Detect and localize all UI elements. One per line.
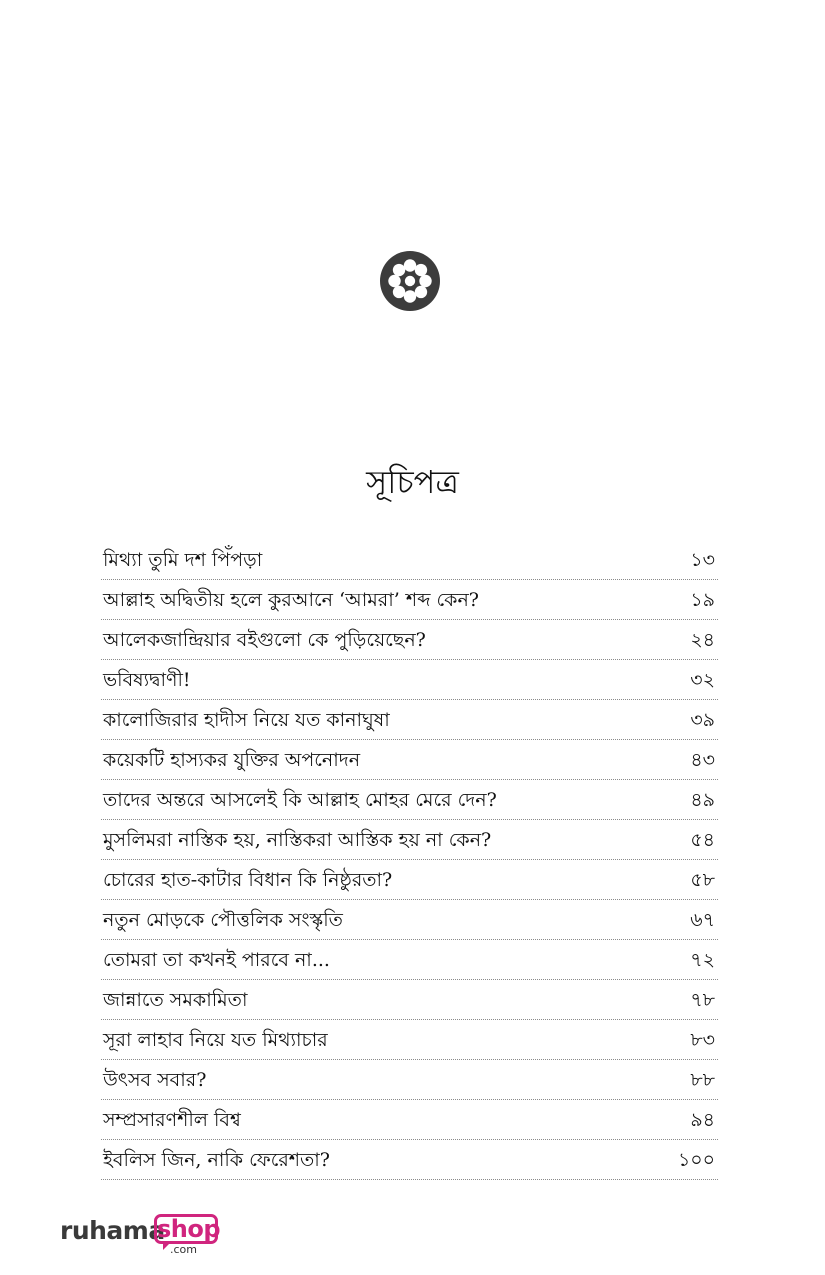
- toc-entry-title: তাদের অন্তরে আসলেই কি আল্লাহ মোহর মেরে দেন?: [103, 789, 497, 811]
- toc-entry: [101, 740, 718, 780]
- toc-entry-page-number: ৫৮: [690, 869, 715, 891]
- toc-entry: [101, 700, 718, 740]
- toc-entry-page-number: ৭২: [690, 949, 715, 971]
- toc-entry-page-number: ৮৩: [690, 1029, 715, 1051]
- toc-entry: [101, 1060, 718, 1100]
- toc-entry-title: সম্প্রসারণশীল বিশ্ব: [103, 1109, 241, 1131]
- toc-entry-page-number: ৮৮: [690, 1069, 715, 1091]
- toc-entry-title: কালোজিরার হাদীস নিয়ে যত কানাঘুষা: [103, 709, 390, 731]
- table-of-contents: [101, 540, 718, 1180]
- toc-entry-title: ভবিষ্যদ্বাণী!: [103, 669, 191, 691]
- toc-entry-page-number: ১০০: [677, 1149, 715, 1171]
- toc-entry-page-number: ৬৭: [690, 909, 715, 931]
- toc-entry-page-number: ৯৪: [690, 1109, 715, 1131]
- toc-entry-title: উৎসব সবার?: [103, 1069, 207, 1091]
- logo-text-domain: .com: [170, 1243, 197, 1256]
- toc-entry-page-number: ১৯: [690, 589, 715, 611]
- toc-entry-page-number: ৪৩: [690, 749, 715, 771]
- toc-entry: [101, 900, 718, 940]
- toc-entry-title: জান্নাতে সমকামিতা: [103, 989, 248, 1011]
- toc-entry-page-number: ৫৪: [690, 829, 715, 851]
- toc-entry: [101, 660, 718, 700]
- toc-entry: [101, 1100, 718, 1140]
- toc-entry: [101, 780, 718, 820]
- toc-entry: [101, 580, 718, 620]
- toc-entry: [101, 820, 718, 860]
- toc-entry-page-number: ৪৯: [690, 789, 715, 811]
- logo-text-shop: shop: [157, 1215, 221, 1243]
- toc-entry-title: সূরা লাহাব নিয়ে যত মিথ্যাচার: [103, 1029, 328, 1051]
- toc-entry-title: মিথ্যা তুমি দশ পিঁপড়া: [103, 549, 263, 571]
- toc-entry: [101, 940, 718, 980]
- toc-entry-title: মুসলিমরা নাস্তিক হয়, নাস্তিকরা আস্তিক হয় না কেন?: [103, 829, 492, 851]
- toc-entry-title: তোমরা তা কখনই পারবে না...: [103, 949, 330, 971]
- toc-entry-title: কয়েকটি হাস্যকর যুক্তির অপনোদন: [103, 749, 361, 771]
- toc-entry-title: নতুন মোড়কে পৌত্তলিক সংস্কৃতি: [103, 909, 343, 931]
- logo-text-ruhama: ruhama: [60, 1216, 165, 1245]
- toc-entry: [101, 980, 718, 1020]
- flower-ornament-icon: [379, 250, 441, 312]
- page-title: সূচিপত্র: [366, 463, 459, 501]
- toc-entry-page-number: ৭৮: [690, 989, 715, 1011]
- toc-entry: [101, 620, 718, 660]
- toc-entry-page-number: ৩২: [690, 669, 715, 691]
- toc-entry-page-number: ৩৯: [690, 709, 715, 731]
- toc-entry-page-number: ১৩: [690, 549, 715, 571]
- toc-entry-page-number: ২৪: [690, 629, 715, 651]
- toc-entry-title: আলেকজান্দ্রিয়ার বইগুলো কে পুড়িয়েছেন?: [103, 629, 426, 651]
- toc-entry: [101, 540, 718, 580]
- toc-entry: [101, 860, 718, 900]
- logo-shop-badge: [154, 1214, 221, 1244]
- toc-entry: [101, 1020, 718, 1060]
- ruhamashop-logo: [60, 1212, 230, 1260]
- toc-entry: [101, 1140, 718, 1180]
- toc-entry-title: চোরের হাত-কাটার বিধান কি নিষ্ঠুরতা?: [103, 869, 393, 891]
- toc-entry-title: ইবলিস জিন, নাকি ফেরেশতা?: [103, 1149, 330, 1171]
- toc-entry-title: আল্লাহ অদ্বিতীয় হলে কুরআনে ‘আমরা’ শব্দ কেন?: [103, 589, 479, 611]
